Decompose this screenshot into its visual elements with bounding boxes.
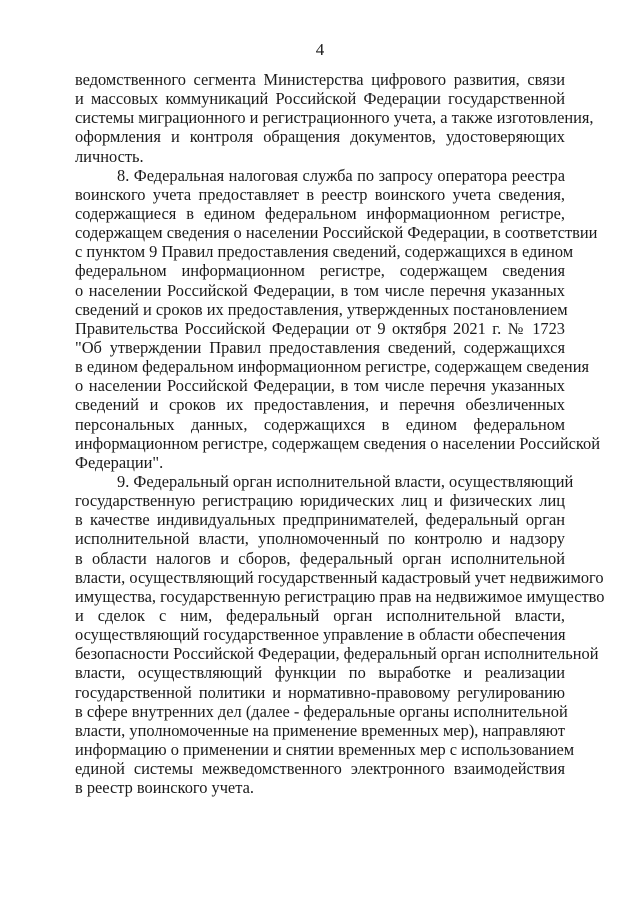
text-line: и сделок с ним, федеральный орган исполнительной власти, (75, 605, 565, 625)
text-line: о населении Российской Федерации, в том числе перечня указанных (75, 376, 565, 396)
text-line: 8. Федеральная налоговая служба по запросу оператора реестра (117, 165, 565, 185)
text-line: сведений и сроков их предоставления, и перечня обезличенных (75, 395, 565, 415)
text-line: информацию о применении и снятии временных мер с использованием (75, 739, 575, 759)
text-line: осуществляющий государственное управление в области обеспечения (75, 625, 566, 645)
text-line: ведомственного сегмента Министерства цифрового развития, связи (75, 70, 565, 89)
text-line: власти, осуществляющий функции по выработке и реализации (75, 663, 565, 683)
text-line: и массовых коммуникаций Российской Федерации государственной (75, 89, 565, 109)
text-line: имущества, государственную регистрацию прав на недвижимое имущество (75, 586, 605, 606)
text-line: власти, осуществляющий государственный кадастровый учет недвижимого (75, 567, 604, 587)
text-line: персональных данных, содержащихся в едином федеральном (75, 414, 565, 434)
text-line: государственную регистрацию юридических лиц и физических лиц (75, 491, 565, 511)
text-line: 9. Федеральный орган исполнительной власти, осуществляющий (117, 471, 574, 491)
text-line: единой системы межведомственного электронного взаимодействия (75, 759, 565, 779)
text-line: информационном регистре, содержащем сведения о населении Российской (75, 433, 601, 453)
text-line: системы миграционного и регистрационного учета, а также изготовления, (75, 108, 594, 128)
paragraph (75, 70, 594, 166)
text-line: в реестр воинского учета. (75, 778, 254, 798)
text-line: в качестве индивидуальных предпринимателей, федеральный орган (75, 510, 565, 530)
text-line: в области налогов и сборов, федеральный орган исполнительной (75, 548, 565, 568)
text-line: содержащем сведения о населении Российской Федерации, в соответствии (75, 223, 598, 243)
text-line: с пунктом 9 Правил предоставления сведений, содержащихся в едином (75, 242, 574, 262)
document-body (75, 70, 605, 798)
text-line: государственной политики и нормативно-правовому регулированию (75, 682, 565, 702)
text-line: в сфере внутренних дел (далее - федеральные органы исполнительной (75, 701, 568, 721)
text-line: Федерации". (75, 452, 164, 472)
text-line: воинского учета предоставляет в реестр воинского учета сведения, (75, 184, 565, 204)
text-line: безопасности Российской Федерации, федеральный орган исполнительной (75, 644, 599, 664)
text-line: оформления и контроля обращения документов, удостоверяющих (75, 127, 565, 147)
paragraph (75, 165, 601, 472)
text-line: сведений и сроков их предоставления, утвержденных постановлением (75, 299, 568, 319)
text-line: о населении Российской Федерации, в том числе перечня указанных (75, 280, 565, 300)
text-line: исполнительной власти, уполномоченный по контролю и надзору (75, 529, 565, 549)
text-line: власти, уполномоченные на применение временных мер), направляют (75, 720, 565, 740)
text-line: личность. (75, 146, 144, 166)
paragraph (75, 471, 605, 798)
page-number: 4 (315, 40, 325, 59)
text-line: в едином федеральном информационном регистре, содержащем сведения (75, 357, 590, 377)
text-line: федеральном информационном регистре, содержащем сведения (75, 261, 565, 281)
text-line: "Об утверждении Правил предоставления сведений, содержащихся (75, 337, 565, 357)
text-line: содержащиеся в едином федеральном информационном регистре, (75, 203, 565, 223)
text-line: Правительства Российской Федерации от 9 октября 2021 г. № 1723 (75, 318, 565, 338)
